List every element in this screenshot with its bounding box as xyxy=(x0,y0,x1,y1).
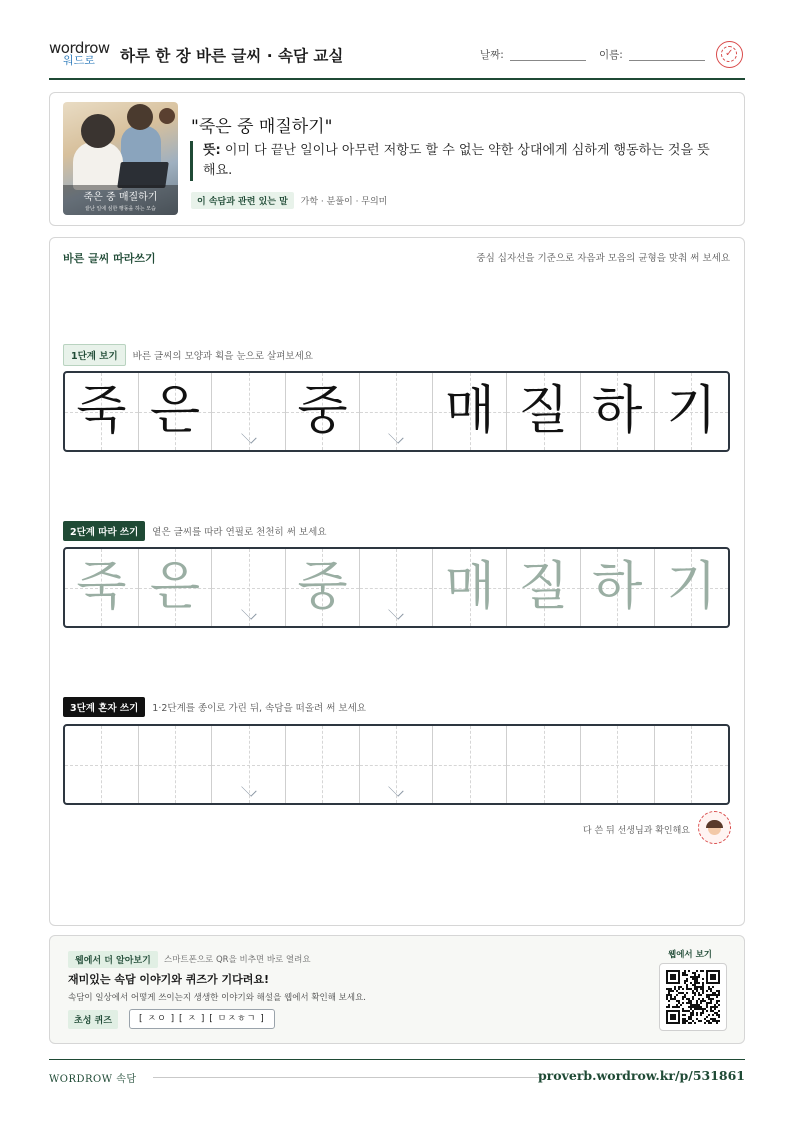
model-character: 하 xyxy=(592,381,643,441)
grid-cell xyxy=(507,373,581,450)
grid-cell[interactable] xyxy=(655,549,729,626)
step-3-grid[interactable] xyxy=(63,724,730,805)
grid-cell[interactable] xyxy=(581,549,655,626)
illustration-caption-title: 죽은 중 매질하기 xyxy=(83,192,158,203)
grid-cell[interactable] xyxy=(139,726,213,803)
trace-character: 질 xyxy=(518,557,569,617)
practice-hint: 중심 십자선을 기준으로 자음과 모음의 균형을 맞춰 써 보세요 xyxy=(476,253,730,264)
page-header xyxy=(49,38,745,80)
space-mark-icon xyxy=(241,428,256,443)
logo-main: wordrow xyxy=(49,39,110,57)
step-2-header xyxy=(63,521,326,541)
web-chip-hint: 스마트폰으로 QR을 비추면 바로 열려요 xyxy=(164,955,311,965)
page-footer xyxy=(49,1059,745,1089)
grid-cell[interactable] xyxy=(65,726,139,803)
chosung-quiz: [ ㅈㅇ ] [ ㅈ ] [ ㅁㅈㅎㄱ ] xyxy=(129,1009,275,1029)
trace-character: 하 xyxy=(592,557,643,617)
qr-code-graphic xyxy=(666,970,720,1024)
illustration-caption-sub: 끝난 일에 심한 행동을 하는 모습 xyxy=(85,206,156,212)
meaning-label: 뜻: xyxy=(203,143,221,158)
date-field[interactable] xyxy=(480,47,586,62)
grid-cell xyxy=(581,373,655,450)
space-mark-icon xyxy=(388,604,403,619)
grid-cell xyxy=(286,373,360,450)
trace-character: 기 xyxy=(666,557,717,617)
name-line[interactable] xyxy=(629,60,705,61)
trace-character: 매 xyxy=(444,557,495,617)
model-character: 질 xyxy=(518,381,569,441)
grid-cell[interactable] xyxy=(360,549,434,626)
proverb-title: "죽은 중 매질하기" xyxy=(191,117,333,137)
step-1-desc: 바른 글씨의 모양과 획을 눈으로 살펴보세요 xyxy=(132,351,313,362)
grid-cell[interactable] xyxy=(434,549,508,626)
check-stamp-icon: ✓ xyxy=(716,41,743,68)
web-more-chip: 웹에서 더 알아보기 xyxy=(68,951,158,968)
trace-character: 은 xyxy=(149,557,201,617)
step-1-header xyxy=(63,344,313,366)
footer-url[interactable]: proverb.wordrow.kr/p/531861 xyxy=(537,1068,745,1083)
footer-rule xyxy=(153,1077,539,1078)
web-headline: 재미있는 속담 이야기와 퀴즈가 기다려요! xyxy=(68,973,269,986)
illustration-caption xyxy=(63,185,178,215)
step-1-grid xyxy=(63,371,730,452)
step-3-badge: 3단계 혼자 쓰기 xyxy=(63,697,145,717)
grid-cell xyxy=(655,373,729,450)
grid-cell xyxy=(139,373,213,450)
model-character: 죽 xyxy=(76,381,127,441)
space-mark-icon xyxy=(388,781,403,796)
teacher-stamp-icon xyxy=(698,811,731,844)
name-field[interactable] xyxy=(599,47,705,62)
qr-code-icon[interactable] xyxy=(659,963,727,1031)
grid-cell[interactable] xyxy=(286,726,360,803)
teacher-check-note: 다 쓴 뒤 선생님과 확인해요 xyxy=(582,826,690,836)
quiz-label: 초성 퀴즈 xyxy=(68,1010,118,1029)
proverb-illustration xyxy=(63,102,178,215)
grid-cell[interactable] xyxy=(65,549,139,626)
grid-cell[interactable] xyxy=(212,726,286,803)
grid-cell xyxy=(65,373,139,450)
logo-sub: 워드로 xyxy=(63,54,95,67)
grid-cell[interactable] xyxy=(655,726,729,803)
grid-cell[interactable] xyxy=(286,549,360,626)
step-2-desc: 옅은 글씨를 따라 연필로 천천히 써 보세요 xyxy=(152,527,327,538)
space-mark-icon xyxy=(241,604,256,619)
web-description: 속담이 일상에서 어떻게 쓰이는지 생생한 이야기와 해설을 웹에서 확인해 보세요. xyxy=(68,993,366,1003)
date-label: 날짜: xyxy=(480,49,504,61)
related-label: 이 속담과 관련 있는 말 xyxy=(191,192,294,209)
model-character: 기 xyxy=(666,381,717,441)
grid-cell[interactable] xyxy=(139,549,213,626)
model-character: 매 xyxy=(444,381,495,441)
date-line[interactable] xyxy=(510,60,586,61)
related-words xyxy=(191,192,387,209)
qr-title: 웹에서 보기 xyxy=(667,950,712,960)
practice-panel xyxy=(49,237,745,926)
footer-brand: WORDROW 속담 xyxy=(49,1074,137,1085)
proverb-meaning xyxy=(190,141,720,181)
grid-cell[interactable] xyxy=(507,726,581,803)
model-character: 은 xyxy=(149,381,201,441)
grid-cell[interactable] xyxy=(360,726,434,803)
grid-cell xyxy=(212,373,286,450)
related-list: 가학 · 분풀이 · 무의미 xyxy=(300,197,388,207)
grid-cell xyxy=(360,373,434,450)
step-2-badge: 2단계 따라 쓰기 xyxy=(63,521,145,541)
step-3-desc: 1·2단계를 종이로 가린 뒤, 속담을 떠올려 써 보세요 xyxy=(152,703,366,714)
worksheet-title: 하루 한 장 바른 글씨 · 속담 교실 xyxy=(120,47,344,65)
grid-cell[interactable] xyxy=(581,726,655,803)
grid-cell[interactable] xyxy=(434,726,508,803)
practice-title: 바른 글씨 따라쓰기 xyxy=(63,252,156,265)
trace-character: 죽 xyxy=(76,557,127,617)
step-1-badge: 1단계 보기 xyxy=(63,344,126,366)
grid-cell xyxy=(434,373,508,450)
step-2-grid[interactable] xyxy=(63,547,730,628)
space-mark-icon xyxy=(388,428,403,443)
trace-character: 중 xyxy=(297,557,348,617)
grid-cell[interactable] xyxy=(507,549,581,626)
step-3-header xyxy=(63,697,366,717)
name-label: 이름: xyxy=(599,49,623,61)
wordrow-logo xyxy=(49,41,110,66)
web-promo-section xyxy=(49,935,745,1044)
space-mark-icon xyxy=(241,781,256,796)
meaning-text: 이미 다 끝난 일이나 아무런 저항도 할 수 없는 약한 상대에게 심하게 행동하는 것을 뜻해요. xyxy=(203,143,710,178)
grid-cell[interactable] xyxy=(212,549,286,626)
proverb-card xyxy=(49,92,745,226)
model-character: 중 xyxy=(297,381,348,441)
